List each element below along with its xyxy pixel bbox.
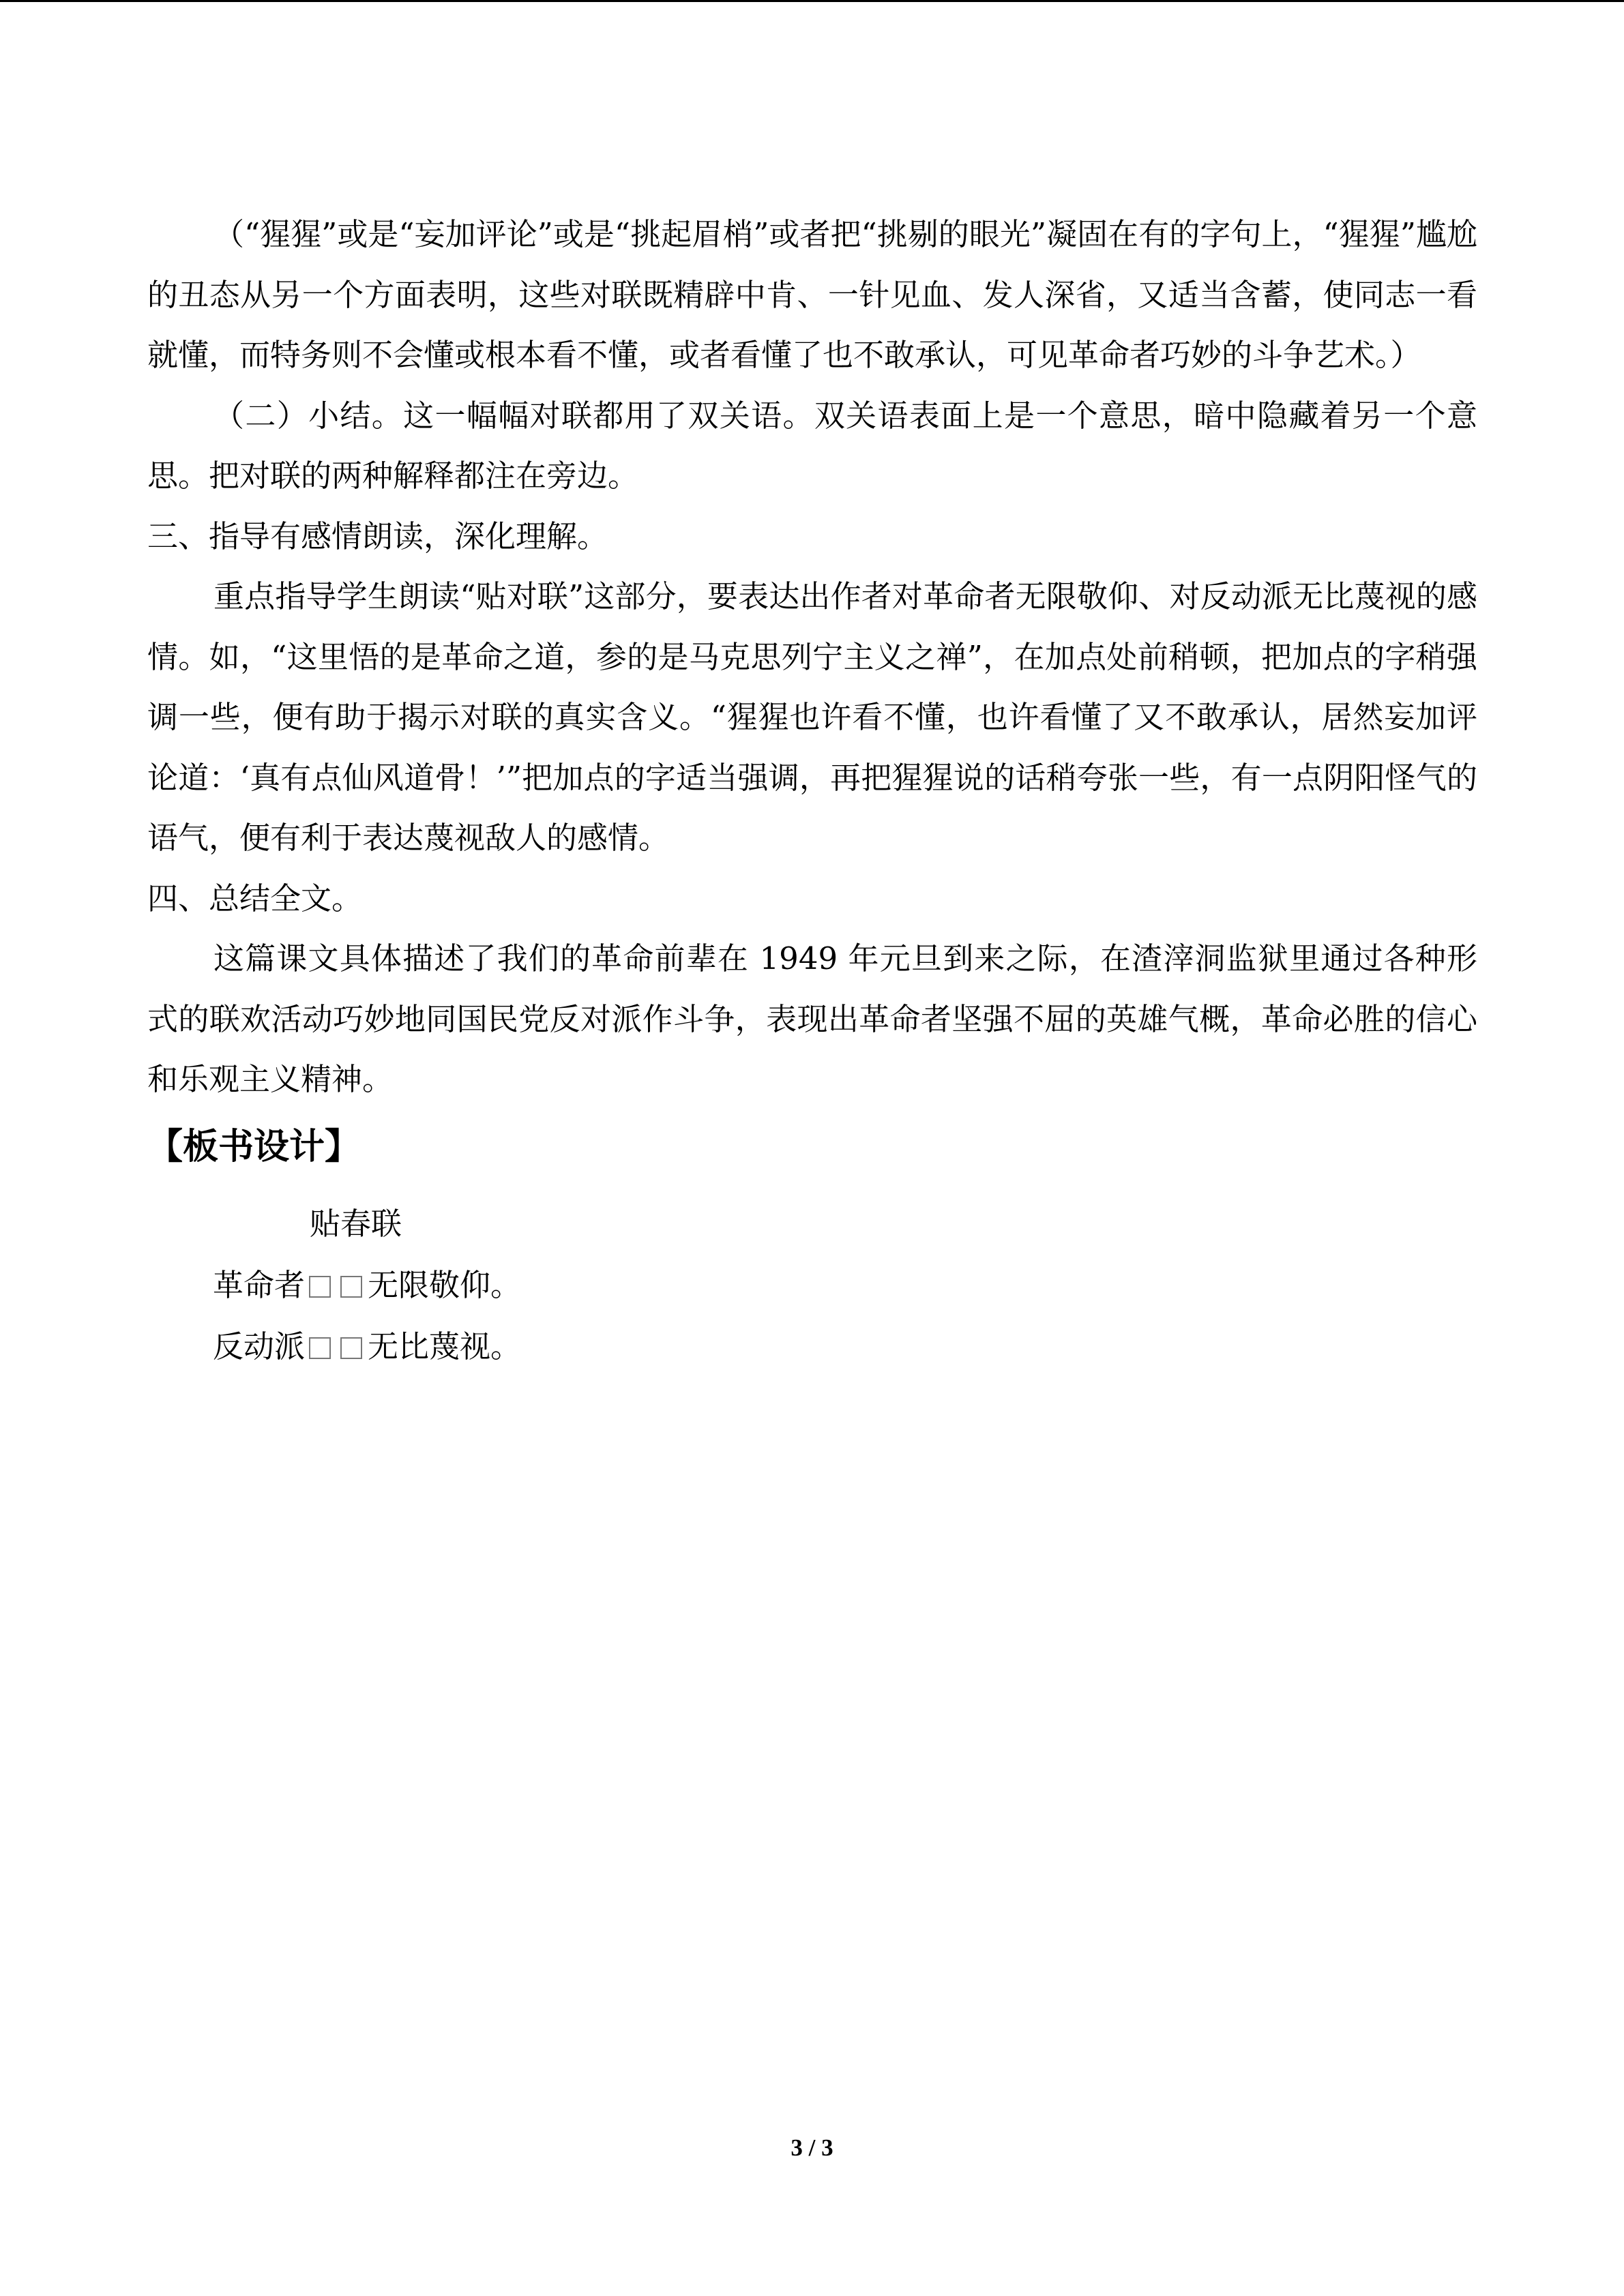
board-design — [147, 1193, 1477, 1377]
paragraph-conclusion: 这篇课文具体描述了我们的革命前辈在 1949 年元旦到来之际，在渣滓洞监狱里通过各种形式的联欢活动巧妙地同国民党反对派作斗争，表现出革命者坚强不屈的英雄气概，革命必胜的信心和乐观主义精神。 — [147, 940, 1477, 1097]
page-top-border — [0, 0, 1624, 2]
page-number: 3 / 3 — [791, 2134, 833, 2161]
paragraph-summary: （二）小结。这一幅幅对联都用了双关语。双关语表面上是一个意思，暗中隐藏着另一个意思。把对联的两种解释都注在旁边。 — [147, 397, 1477, 494]
board-row-reactionaries — [147, 1316, 1477, 1377]
board-row-left-label: 反动派 — [213, 1328, 306, 1365]
empty-box-icon — [340, 1337, 362, 1359]
board-row-right-label: 无比蔑视。 — [368, 1328, 522, 1365]
empty-box-icon — [340, 1276, 362, 1298]
board-row-left-label: 革命者 — [213, 1266, 306, 1303]
board-row-revolutionaries — [147, 1255, 1477, 1316]
section-heading-reading: 三、指导有感情朗读，深化理解。 — [147, 518, 608, 554]
paragraph-reading-guidance: 重点指导学生朗读“贴对联”这部分，要表达出作者对革命者无限敬仰、对反动派无比蔑视的感情。如，“这里悟的是革命之道，参的是马克思列宁主义之禅”，在加点处前稍顿，把加点的字稍强调一些，便有助于揭示对联的真实含义。“猩猩也许看不懂，也许看懂了又不敢承认，居然妄加评论道：‘真有点仙风道骨！’”把加点的字适当强调，再把猩猩说的话稍夸张一些，有一点阴阳怪气的语气，便有利于表达蔑视敌人的感情。 — [147, 578, 1477, 856]
empty-box-icon — [309, 1276, 331, 1298]
document-body — [147, 205, 1477, 1377]
board-row-right-label: 无限敬仰。 — [368, 1266, 522, 1303]
board-design-heading: 【板书设计】 — [147, 1126, 361, 1167]
section-heading-conclusion: 四、总结全文。 — [147, 880, 363, 916]
paragraph-ape-commentary: （“猩猩”或是“妄加评论”或是“挑起眉梢”或者把“挑剔的眼光”凝固在有的字句上，“猩猩”尴尬的丑态从另一个方面表明，这些对联既精辟中肯、一针见血、发人深省，又适当含蓄，使同志一看就懂，而特务则不会懂或根本看不懂，或者看懂了也不敢承认，可见革命者巧妙的斗争艺术。） — [147, 216, 1477, 373]
empty-box-icon — [309, 1337, 331, 1359]
board-center-title: 贴春联 — [310, 1205, 402, 1242]
